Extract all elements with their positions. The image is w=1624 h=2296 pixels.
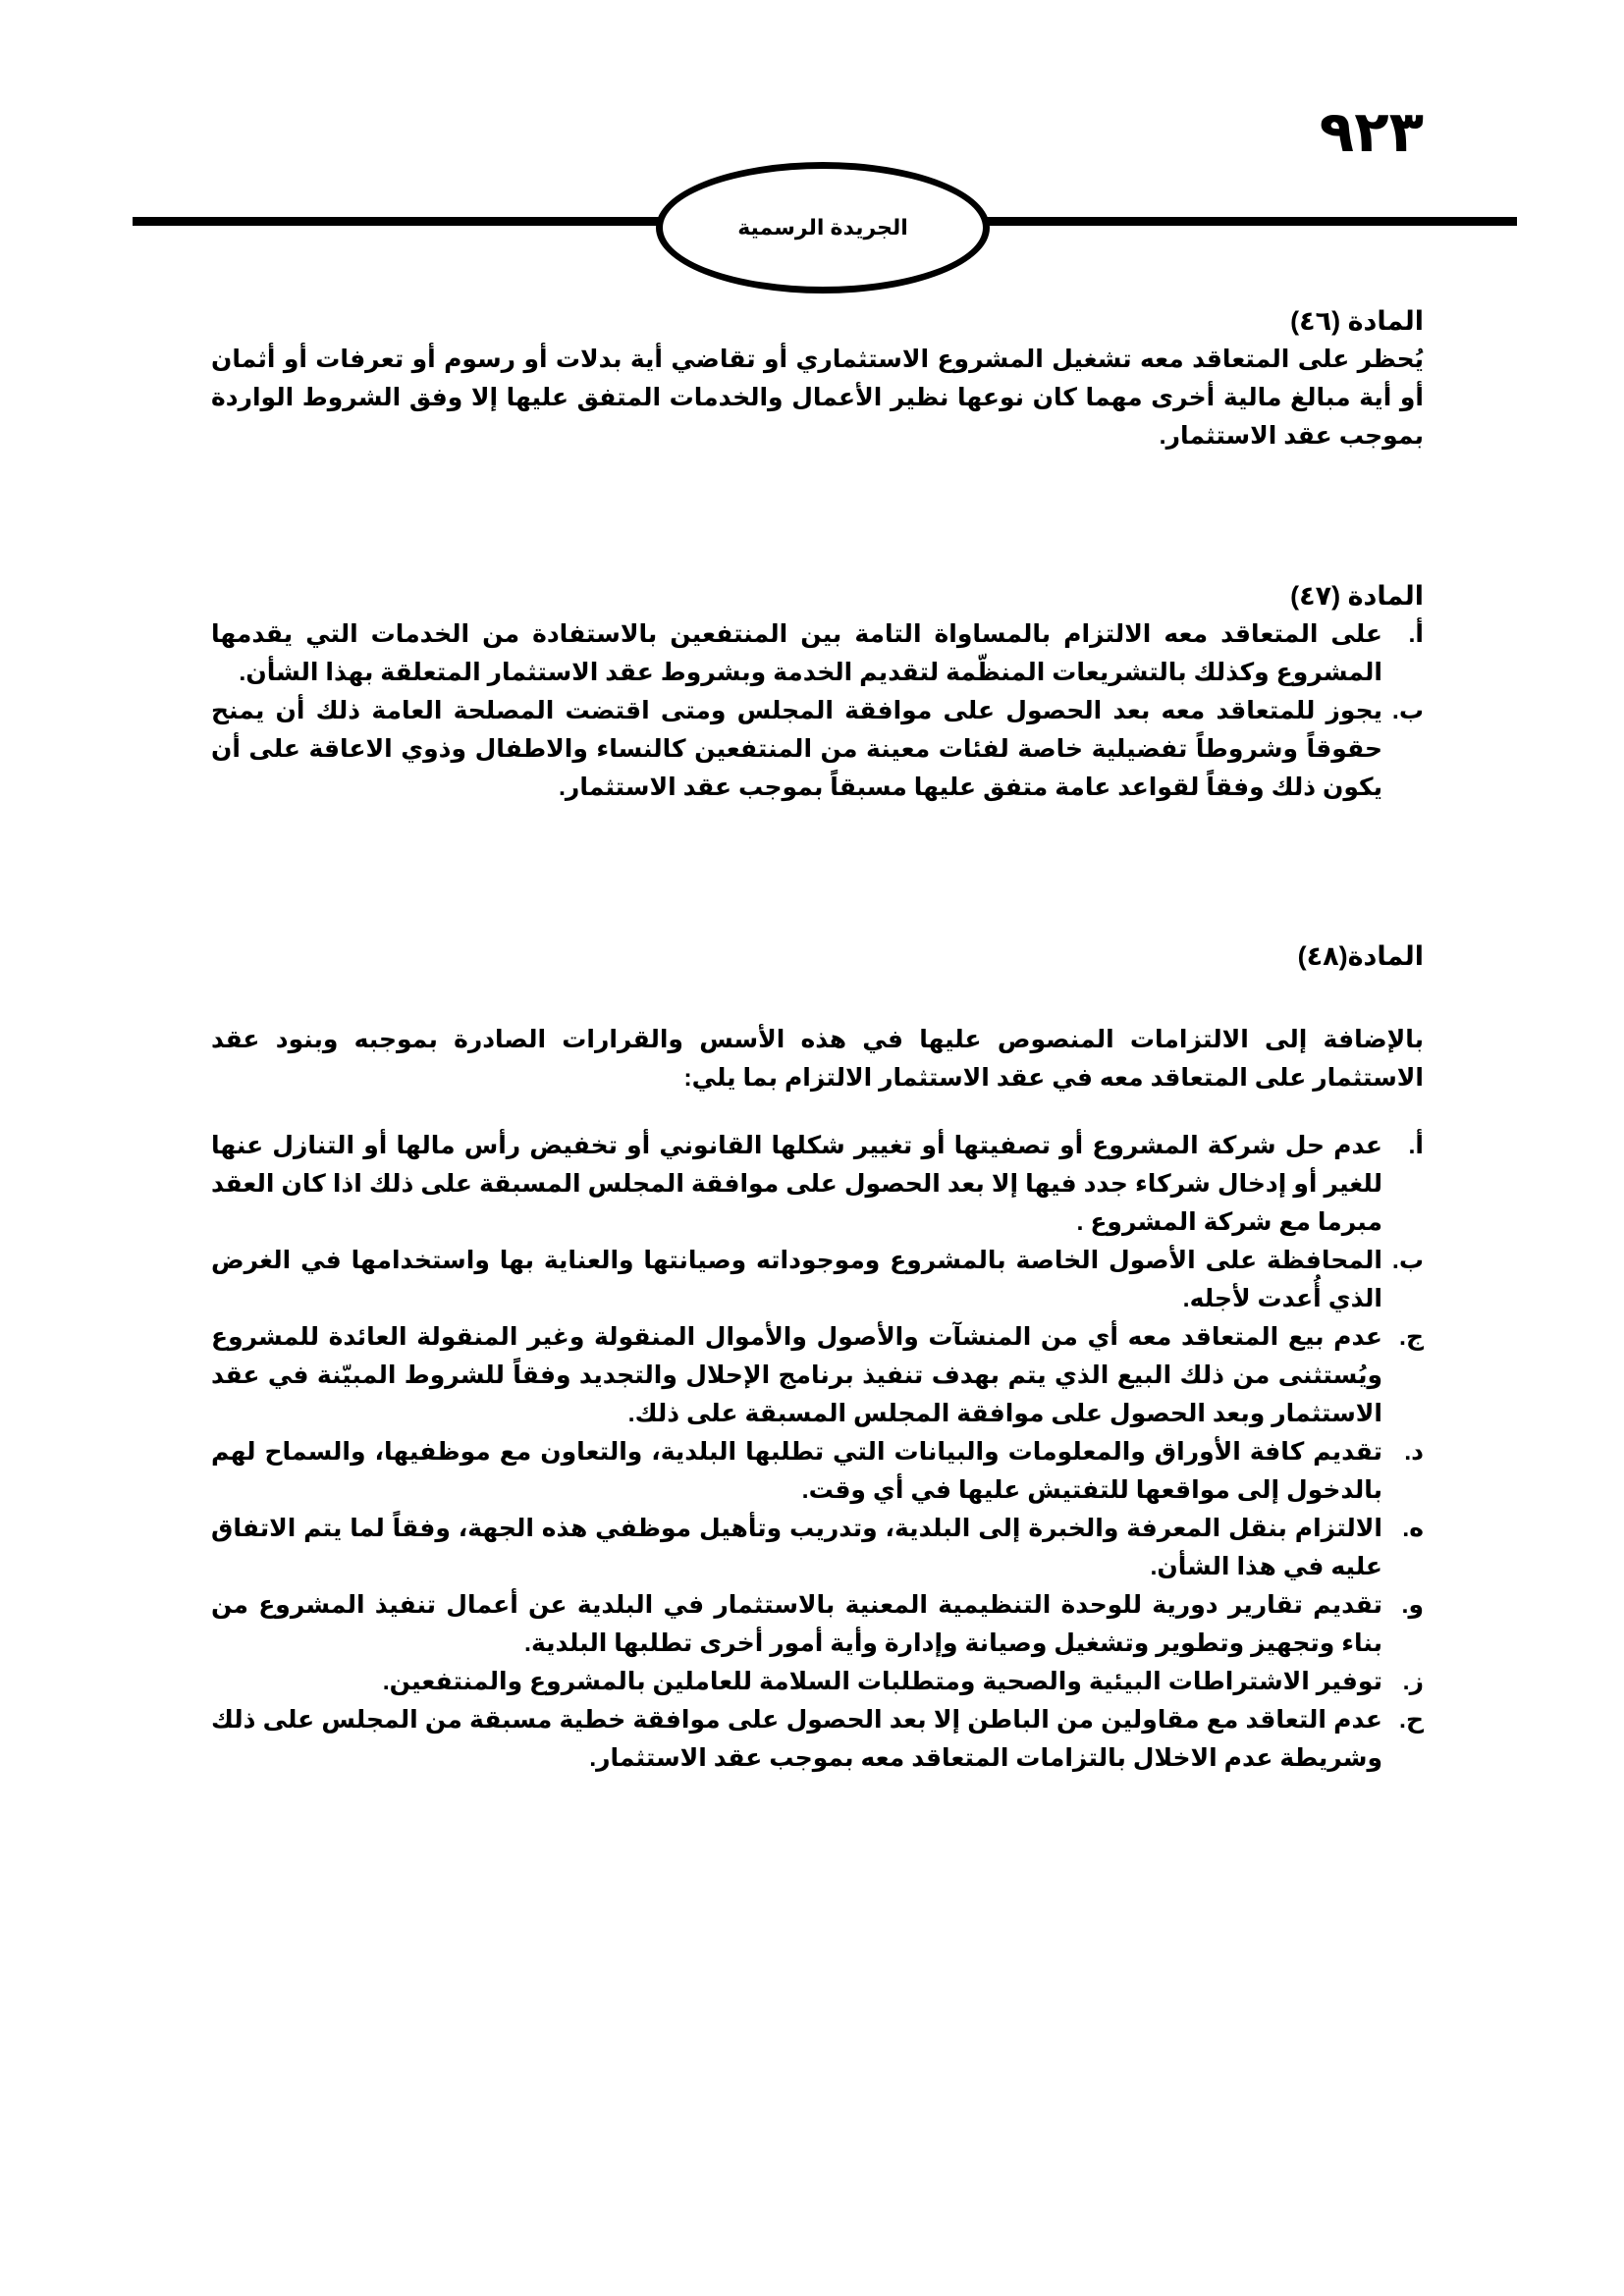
item-letter: ج. [1399, 1323, 1424, 1351]
item-text: توفير الاشتراطات البيئية والصحية ومتطلبات السلامة للعاملين بالمشروع والمنتفعين. [382, 1668, 1382, 1695]
item-text: تقديم تقارير دورية للوحدة التنظيمية المعنية بالاستثمار في البلدية عن أعمال تنفيذ المشروع من بناء وتجهيز وتطوير وتشغيل وصيانة وإدارة وأية أمور أخرى تطلبها البلدية. [211, 1591, 1382, 1657]
item-text: يجوز للمتعاقد معه بعد الحصول على موافقة المجلس ومتى اقتضت المصلحة العامة ذلك أن يمنح حقوقاً وشروطاً تفضيلية خاصة لفئات معينة من المنتفعين كالنساء والاطفال وذوي الاعاقة على أن يكون ذلك وفقاً لقواعد عامة متفق عليها مسبقاً بموجب عقد الاستثمار. [211, 697, 1382, 801]
item-text: على المتعاقد معه الالتزام بالمساواة التامة بين المنتفعين بالاستفادة من الخدمات التي يقدمها المشروع وكذلك بالتشريعات المنظّمة لتقديم الخدمة وبشروط عقد الاستثمار المتعلقة بهذا الشأن. [211, 620, 1382, 686]
gazette-title: الجريدة الرسمية [737, 215, 908, 240]
article-heading: المادة (٤٦) [1290, 306, 1424, 336]
item-letter: ح. [1399, 1706, 1424, 1734]
item-letter: ز. [1402, 1668, 1424, 1695]
item-text: المحافظة على الأصول الخاصة بالمشروع وموجوداته وصيانتها والعناية بها واستخدامها في الغرض الذي أُعدت لأجله. [211, 1247, 1382, 1312]
list-item [211, 692, 1424, 807]
item-letter: ه. [1402, 1515, 1424, 1542]
gazette-title-seal [656, 162, 990, 294]
article-48 [211, 937, 1424, 1778]
item-text: عدم حل شركة المشروع أو تصفيتها أو تغيير شكلها القانوني أو تخفيض رأس مالها أو التنازل عنها للغير أو إدخال شركاء جدد فيها إلا بعد الحصول على موافقة المجلس المسبقة على ذلك اذا كان العقد مبرما مع شركة المشروع . [211, 1132, 1382, 1236]
article-47 [211, 577, 1424, 807]
list-item [211, 1586, 1424, 1663]
list-item [211, 1663, 1424, 1701]
item-text: عدم بيع المتعاقد معه أي من المنشآت والأصول والأموال المنقولة وغير المنقولة العائدة للمشروع ويُستثنى من ذلك البيع الذي يتم بهدف تنفيذ برنامج الإحلال والتجديد وفقاً للشروط المبيّنة في عقد الاستثمار وبعد الحصول على موافقة المجلس المسبقة على ذلك. [211, 1323, 1382, 1427]
page-number: ٩٢٣ [1319, 98, 1424, 165]
list-item [211, 1701, 1424, 1778]
article-heading: المادة(٤٨) [1297, 941, 1424, 971]
article-46 [211, 302, 1424, 455]
article-text: يُحظر على المتعاقد معه تشغيل المشروع الاستثماري أو تقاضي أية بدلات أو رسوم أو تعرفات أو أثمان أو أية مبالغ مالية أخرى مهما كان نوعها نظير الأعمال والخدمات المتفق عليها إلا وفق الشروط الواردة بموجب عقد الاستثمار. [211, 346, 1424, 450]
item-letter: ب. [1391, 1247, 1424, 1274]
list-item [211, 1318, 1424, 1433]
list-item [211, 1127, 1424, 1242]
list-item [211, 615, 1424, 692]
list-item [211, 1510, 1424, 1586]
item-letter: د. [1404, 1438, 1424, 1466]
article-intro: بالإضافة إلى الالتزامات المنصوص عليها في هذه الأسس والقرارات الصادرة بموجبه وبنود عقد الاستثمار على المتعاقد معه في عقد الاستثمار الالتزام بما يلي: [211, 1026, 1424, 1092]
item-letter: و. [1401, 1591, 1424, 1619]
item-text: الالتزام بنقل المعرفة والخبرة إلى البلدية، وتدريب وتأهيل موظفي هذه الجهة، وفقاً لما يتم الاتفاق عليه في هذا الشأن. [211, 1515, 1382, 1580]
article-heading: المادة (٤٧) [1290, 581, 1424, 611]
item-text: تقديم كافة الأوراق والمعلومات والبيانات التي تطلبها البلدية، والتعاون مع موظفيها، والسماح لهم بالدخول إلى مواقعها للتفتيش عليها في أي وقت. [211, 1438, 1382, 1504]
header-rule-right [977, 217, 1517, 226]
item-text: عدم التعاقد مع مقاولين من الباطن إلا بعد الحصول على موافقة خطية مسبقة من المجلس على ذلك وشريطة عدم الاخلال بالتزامات المتعاقد معه بموجب عقد الاستثمار. [211, 1706, 1382, 1772]
item-letter: أ. [1408, 1132, 1424, 1159]
item-letter: ب. [1391, 697, 1424, 724]
header-rule-left [133, 217, 663, 226]
item-letter: أ. [1408, 620, 1424, 648]
list-item [211, 1433, 1424, 1510]
list-item [211, 1242, 1424, 1318]
